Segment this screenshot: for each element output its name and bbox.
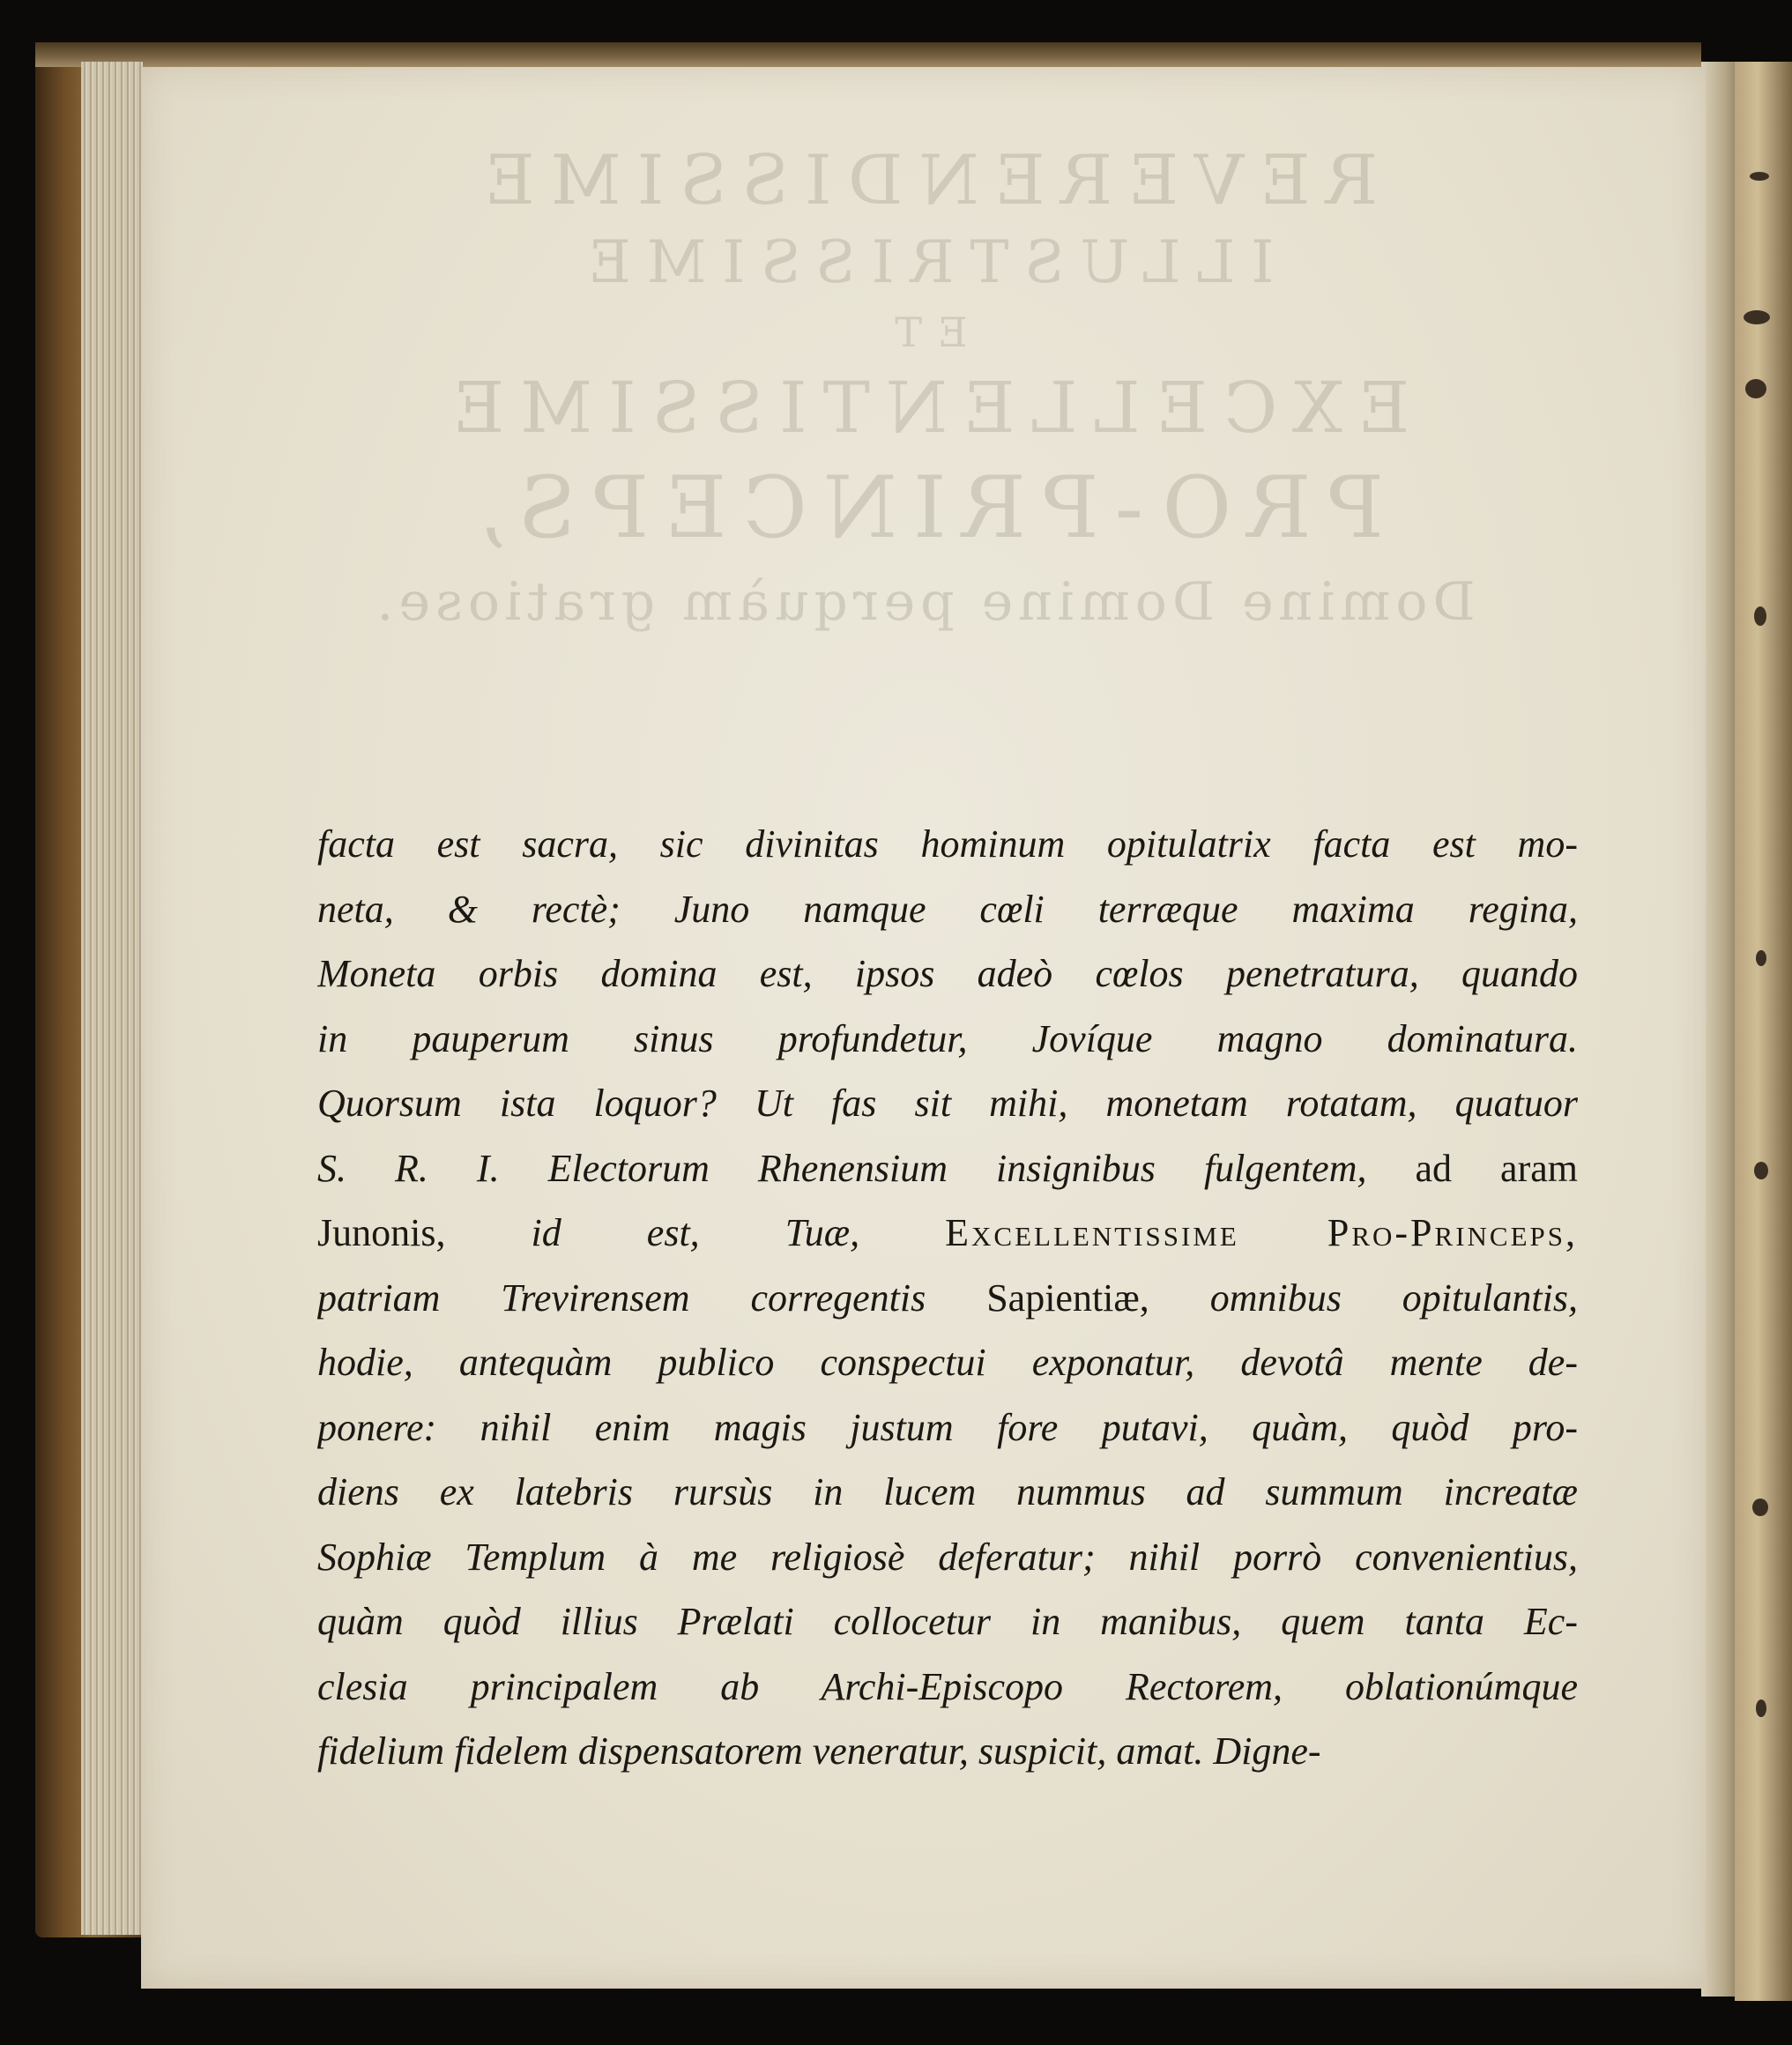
text-segment: omnibus opitulantis, — [1209, 1275, 1578, 1320]
text-segment-small-caps: Excellentissime Pro-Princeps, — [945, 1211, 1578, 1254]
binding-stitch-mark — [1756, 1699, 1766, 1717]
text-line — [317, 1136, 1578, 1201]
text-line: in pauperum sinus profundetur, Jovíque magno dominatura. — [317, 1016, 1578, 1060]
bleed-line-3: ET — [879, 309, 968, 356]
stacked-page-edges — [81, 62, 143, 1935]
binding-stitch-mark — [1745, 379, 1766, 398]
text-segment-roman: Junonis, — [317, 1211, 446, 1254]
binding-stitch-mark — [1752, 1498, 1768, 1516]
binding-stitch-mark — [1756, 950, 1766, 966]
bleed-line-1: REVERENDISSIME — [468, 141, 1379, 220]
text-line — [317, 1266, 1578, 1331]
text-line: diens ex latebris rursùs in lucem nummus ad summum increatæ — [317, 1470, 1578, 1513]
book-top-board — [35, 42, 1701, 67]
text-segment-roman: Sapientiæ, — [986, 1275, 1149, 1320]
text-line: Moneta orbis domina est, ipsos adeò cœlos penetratura, quando — [317, 952, 1578, 995]
bleed-line-2: ILLUSTRISSIME — [572, 228, 1275, 296]
bleed-through-text — [141, 138, 1706, 642]
book-page — [141, 67, 1706, 1989]
text-line: neta, & rectè; Juno namque cœli terræque maxima regina, — [317, 887, 1578, 931]
binding-stitch-mark — [1750, 172, 1769, 181]
body-paragraph — [317, 812, 1578, 1784]
binding-stitch-mark — [1754, 1162, 1768, 1179]
text-line — [317, 1201, 1578, 1266]
text-line: Sophiæ Templum à me religiosè deferatur; nihil porrò convenientius, — [317, 1535, 1578, 1579]
text-segment: S. R. I. Electorum Rhenensium insignibus fulgentem, — [317, 1146, 1367, 1190]
bleed-line-4: EXCELLENTISSIME — [436, 367, 1410, 449]
text-line: hodie, antequàm publico conspectui exponatur, devotâ mente de- — [317, 1341, 1578, 1384]
text-line: ponere: nihil enim magis justum fore putavi, quàm, quòd pro- — [317, 1405, 1578, 1449]
bleed-line-6: Domine Domine perquàm gratiose. — [371, 571, 1476, 633]
text-segment: id est, Tuæ, — [531, 1211, 860, 1254]
text-line: fidelium fidelem dispensatorem veneratur, suspicit, amat. Digne- — [317, 1729, 1321, 1773]
text-line: quàm quòd illius Prælati collocetur in manibus, quem tanta Ec- — [317, 1600, 1578, 1643]
binding-stitch-mark — [1754, 606, 1766, 626]
text-line: Quorsum ista loquor? Ut fas sit mihi, monetam rotatam, quatuor — [317, 1082, 1578, 1125]
binding-stitch-mark — [1744, 310, 1770, 324]
text-line: clesia principalem ab Archi-Episcopo Rectorem, oblationúmque — [317, 1664, 1578, 1708]
text-segment: patriam Trevirensem corregentis — [317, 1275, 926, 1320]
text-line: facta est sacra, sic divinitas hominum opitulatrix facta est mo- — [317, 822, 1578, 866]
bleed-line-5: PRO-PRINCEPS, — [462, 458, 1385, 557]
text-segment-roman: ad aram — [1415, 1146, 1578, 1190]
